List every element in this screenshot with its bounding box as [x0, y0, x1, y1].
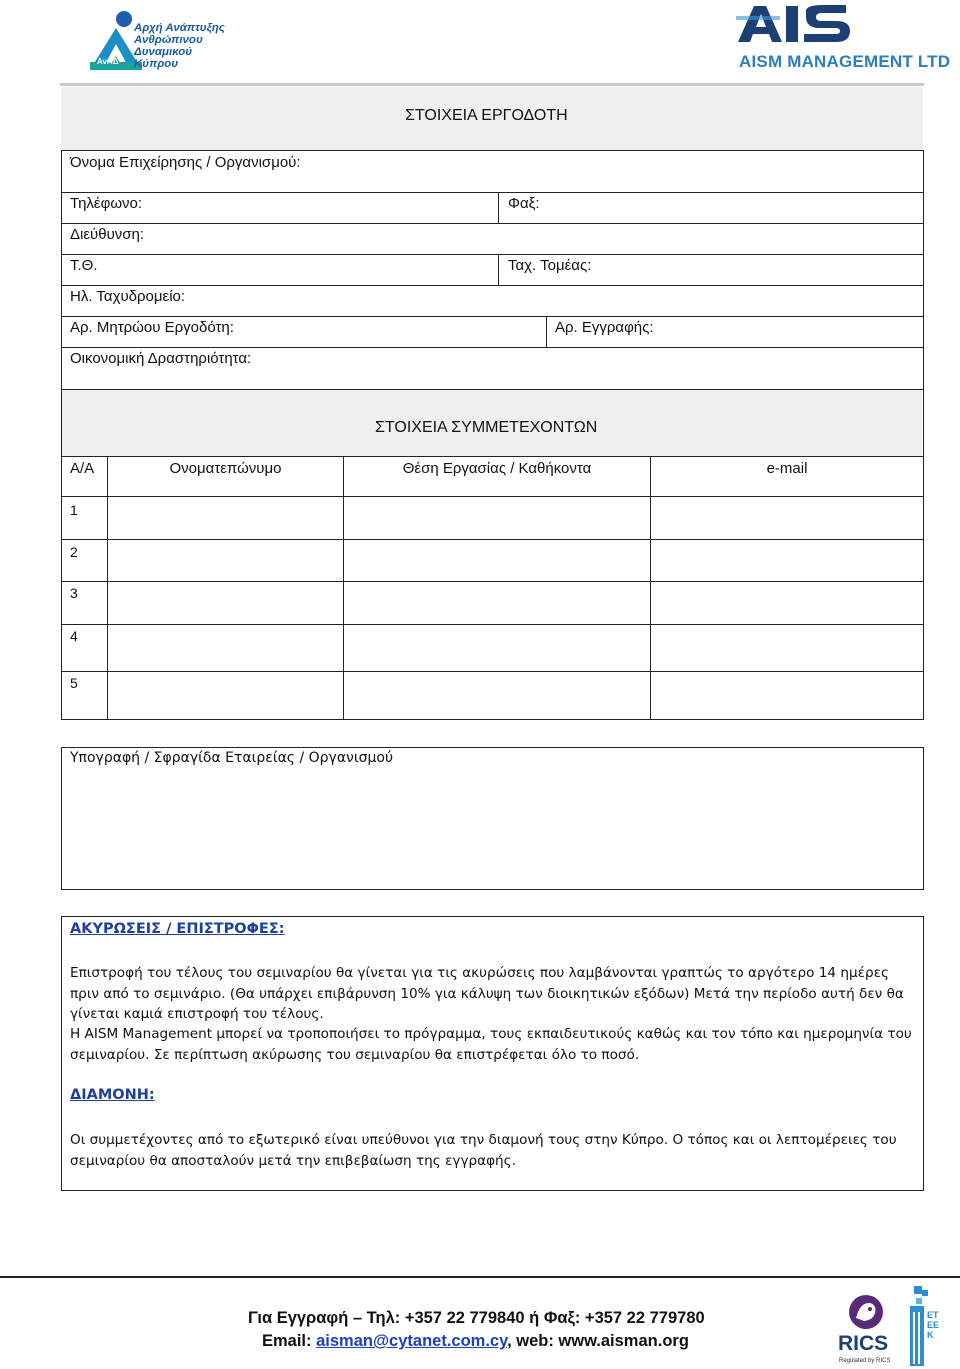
footer-divider	[0, 1276, 960, 1278]
economic-activity-field[interactable]: Οικονομική Δραστηριότητα:	[70, 350, 252, 367]
accommodation-heading: ΔΙΑΜΟΝΗ:	[70, 1087, 155, 1103]
participant-row-number: 1	[70, 502, 78, 518]
column-header-email: e-mail	[766, 460, 808, 477]
column-divider	[546, 316, 547, 347]
participant-row-number: 3	[70, 585, 78, 601]
address-field[interactable]: Διεύθυνση:	[70, 226, 145, 243]
column-header-name: Ονοματεπώνυμο	[169, 460, 282, 477]
hrdauthority-logo	[86, 6, 236, 72]
email-label: Email:	[262, 1332, 317, 1350]
participants-section-title: ΣΤΟΙΧΕΙΑ ΣΥΜΜΕΤΕΧΟΝΤΩΝ	[375, 419, 598, 436]
rics-lion-icon	[846, 1294, 886, 1330]
participant-name-cell[interactable]	[108, 497, 343, 539]
participant-email-cell[interactable]	[651, 497, 923, 539]
rics-logo	[836, 1294, 896, 1366]
column-divider	[498, 192, 499, 223]
employer-section-title: ΣΤΟΙΧΕΙΑ ΕΡΓΟΔΟΤΗ	[405, 107, 568, 124]
column-header-position: Θέση Εργασίας / Καθήκοντα	[402, 460, 592, 477]
ais-wordmark-icon	[736, 2, 854, 46]
hrda-logo-text: Αρχή Ανάπτυξης Ανθρώπινου Δυναμικού Κύπρου	[134, 22, 225, 70]
eteek-wordmark: ΕΤΕΕΚ	[927, 1310, 940, 1340]
email-field[interactable]: Ηλ. Ταχυδρομείο:	[70, 288, 186, 305]
cancellations-heading: ΑΚΥΡΩΣΕΙΣ / ΕΠΙΣΤΡΟΦΕΣ:	[70, 921, 285, 937]
column-divider	[343, 456, 344, 720]
row-divider	[61, 456, 924, 457]
row-divider	[61, 624, 924, 625]
changes-paragraph: Η AISM Management μπορεί να τροποποιήσει το πρόγραμμα, τους εκπαιδευτικούς καθώς και τον τόπο και ημερομηνία του σεμιναρίου. Σε περίπτωση ακύρωσης του σεμιναρίου θα επιστρέφεται όλο το ποσό.	[70, 1026, 912, 1063]
participant-row-number: 2	[70, 544, 78, 560]
rics-wordmark: RICS	[838, 1332, 889, 1355]
cancellations-paragraph: Επιστροφή του τέλους του σεμιναρίου θα γίνεται για τις ακυρώσεις που λαμβάνονται γραπτώς το αργότερο 14 ημέρες πριν από το σεμινάριο. (Θα υπάρχει επιβάρυνση 10% για κάλυψη των διοικητικών εξόδων) Μετά την περίοδο αυτή δεν θα γίνεται καμιά επιστροφή του τέλους.	[70, 965, 904, 1022]
signature-label: Υπογραφή / Σφραγίδα Εταιρείας / Οργανισμού	[70, 750, 394, 766]
participant-row-number: 4	[70, 628, 78, 644]
fax-field[interactable]: Φαξ:	[508, 195, 540, 212]
employer-registry-field[interactable]: Αρ. Μητρώου Εργοδότη:	[70, 319, 234, 336]
participant-position-cell[interactable]	[344, 497, 650, 539]
row-divider	[61, 539, 924, 540]
accommodation-paragraph: Οι συμμετέχοντες από το εξωτερικό είναι υπεύθυνοι για την διαμονή τους στην Κύπρο. Ο τόπος και οι λεπτομέρειες του σεμιναρίου θα αποσταλούν μετά την επιβεβαίωση της εγγραφής.	[70, 1132, 897, 1169]
footer-contact-line: Για Εγγραφή – Τηλ: +357 22 779840 ή Φαξ: +357 22 779780	[248, 1309, 705, 1327]
column-divider	[650, 456, 651, 720]
postal-code-field[interactable]: Ταχ. Τομέας:	[508, 257, 592, 274]
web-text: , web: www.aisman.org	[507, 1332, 689, 1350]
phone-field[interactable]: Τηλέφωνο:	[70, 195, 143, 212]
column-header-number: Α/Α	[70, 460, 95, 477]
aism-company-name: AISM MANAGEMENT LTD	[739, 52, 951, 71]
company-name-field[interactable]: Όνομα Επιχείρησης / Οργανισμού:	[70, 154, 301, 171]
row-divider	[61, 671, 924, 672]
hrda-badge: ΑνΑΔ	[97, 57, 119, 66]
footer-email-line	[262, 1332, 689, 1351]
row-divider	[61, 223, 924, 224]
po-box-field[interactable]: Τ.Θ.	[70, 257, 98, 274]
row-divider	[61, 347, 924, 348]
column-divider	[107, 456, 108, 720]
aism-logo	[736, 2, 951, 74]
rics-caption: Regulated by RICS	[839, 1358, 891, 1364]
registration-number-field[interactable]: Αρ. Εγγραφής:	[555, 319, 654, 336]
row-divider	[61, 254, 924, 255]
participant-row-number: 5	[70, 675, 78, 691]
row-divider	[61, 316, 924, 317]
email-link[interactable]: aisman@cytanet.com.cy	[316, 1332, 508, 1350]
signature-box[interactable]	[61, 747, 924, 890]
row-divider	[61, 285, 924, 286]
column-divider	[498, 254, 499, 285]
row-divider	[61, 581, 924, 582]
header-divider	[60, 83, 924, 86]
row-divider	[61, 192, 924, 193]
eteek-logo	[906, 1286, 946, 1366]
